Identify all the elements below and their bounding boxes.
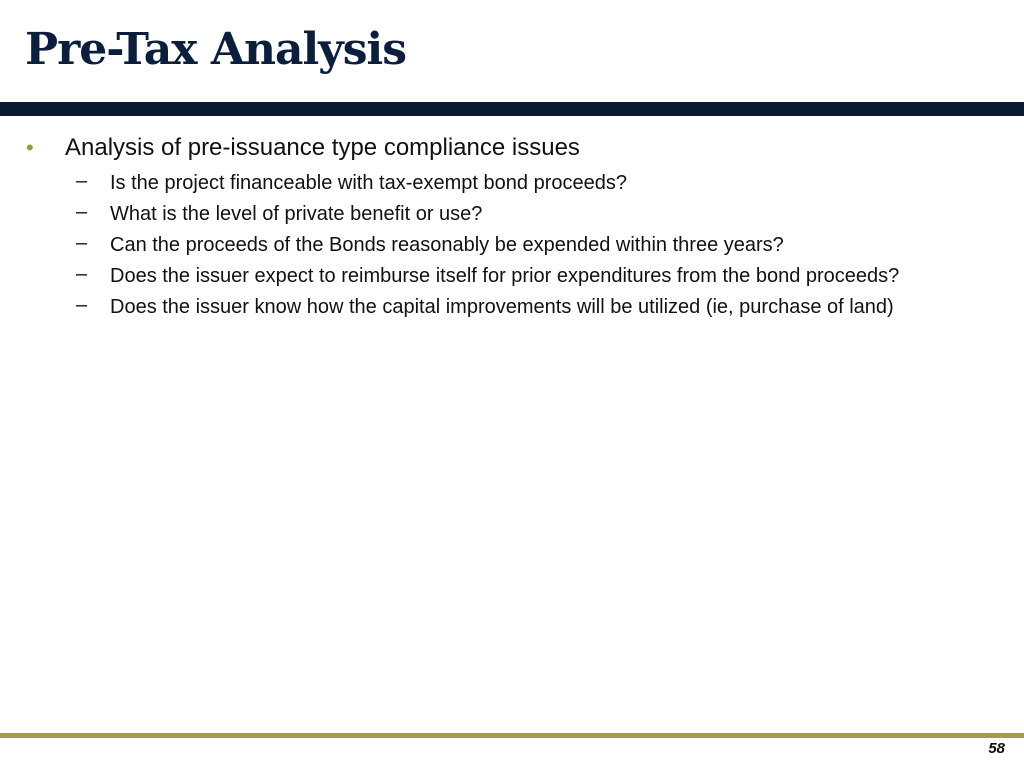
sub-bullet-item	[26, 262, 930, 290]
sub-bullet-text: What is the level of private benefit or use?	[110, 203, 483, 225]
slide-content	[26, 132, 926, 324]
sub-bullet-text: Does the issuer know how the capital improvements will be utilized (ie, purchase of land)	[110, 296, 894, 318]
sub-bullet-text: Does the issuer expect to reimburse itself for prior expenditures from the bond proceeds?	[110, 265, 900, 287]
dash-icon: –	[76, 201, 88, 223]
dash-icon: –	[76, 263, 88, 285]
slide-title: Pre-Tax Analysis	[25, 24, 407, 75]
sub-bullet-item	[26, 293, 930, 321]
bullet-item	[26, 132, 926, 164]
bullet-text: Analysis of pre-issuance type compliance issues	[65, 134, 580, 161]
title-divider	[0, 102, 1024, 116]
sub-bullet-item	[26, 231, 930, 259]
dash-icon: –	[76, 294, 88, 316]
footer-divider	[0, 733, 1024, 738]
sub-bullet-text: Is the project financeable with tax-exempt bond proceeds?	[110, 172, 627, 194]
sub-bullet-text: Can the proceeds of the Bonds reasonably be expended within three years?	[110, 234, 784, 256]
bullet-dot-icon: •	[26, 135, 34, 160]
dash-icon: –	[76, 170, 88, 192]
sub-bullet-item	[26, 169, 930, 197]
page-number: 58	[988, 740, 1005, 757]
sub-bullet-list	[26, 169, 926, 321]
dash-icon: –	[76, 232, 88, 254]
sub-bullet-item	[26, 200, 930, 228]
